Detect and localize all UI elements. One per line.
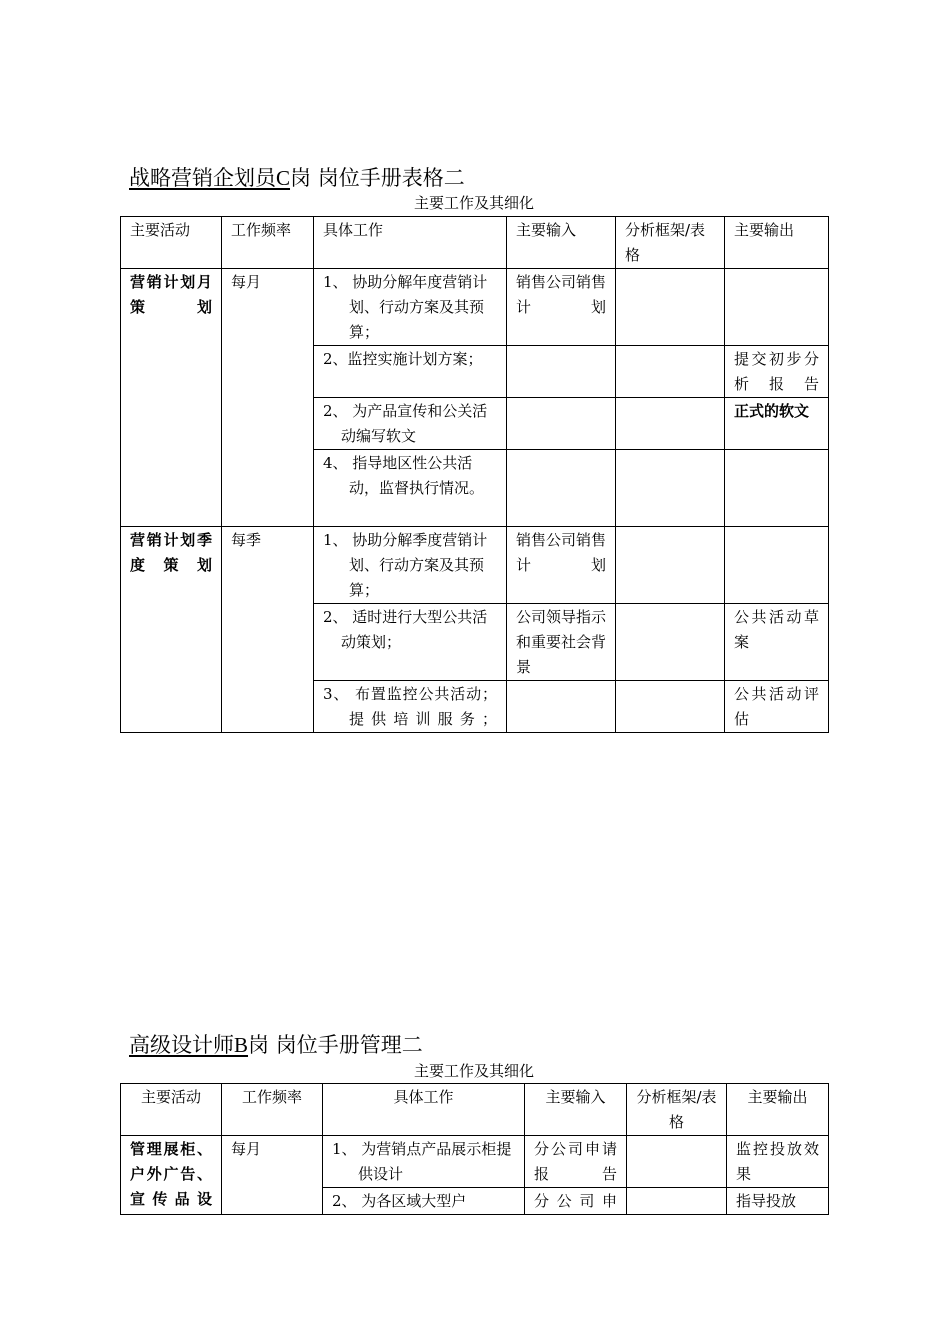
- table-header-row: [121, 217, 829, 269]
- output-cell: [725, 269, 829, 346]
- output-cell: [725, 527, 829, 604]
- task-cell: 4、 指导地区性公共活动，监督执行情况。: [314, 450, 507, 527]
- doc2-subtitle: 主要工作及其细化: [413, 1062, 534, 1080]
- activity-cell: 营销计划月策划: [121, 269, 222, 527]
- task-cell: 2、 适时进行大型公共活动策划；: [314, 604, 507, 681]
- header-input: 主要输入: [507, 217, 616, 269]
- doc2-table: [120, 1083, 829, 1215]
- table-row: [121, 527, 829, 604]
- doc1-subtitle: 主要工作及其细化: [413, 194, 534, 212]
- header-output: 主要输出: [725, 217, 829, 269]
- task-cell: 3、 布置监控公共活动；提供培训服务；: [314, 681, 507, 733]
- header-output: 主要输出: [727, 1084, 829, 1136]
- table-row: [121, 269, 829, 346]
- framework-cell: [616, 346, 725, 398]
- doc2-title-part-a: 高级设计师: [129, 1033, 234, 1057]
- output-cell: 监控投放效果: [727, 1136, 829, 1188]
- framework-cell: [627, 1188, 727, 1215]
- doc1-title-part-c: 岗 岗位手册表格二: [290, 166, 465, 190]
- task-cell: 1、 协助分解季度营销计划、行动方案及其预算；: [314, 527, 507, 604]
- framework-cell: [616, 398, 725, 450]
- header-framework: 分析框架/表格: [616, 217, 725, 269]
- framework-cell: [616, 604, 725, 681]
- output-cell: 公共活动评估: [725, 681, 829, 733]
- table-row: [121, 1136, 829, 1188]
- doc1-title-part-a: 战略营销企划员: [129, 166, 276, 190]
- task-cell: 1、 协助分解年度营销计划、行动方案及其预算；: [314, 269, 507, 346]
- input-cell: 分公司申: [525, 1188, 627, 1215]
- header-task: 具体工作: [323, 1084, 525, 1136]
- output-cell: 公共活动草案: [725, 604, 829, 681]
- activity-cell: 管理展柜、户外广告、宣传品设: [121, 1136, 222, 1215]
- frequency-cell: 每月: [222, 1136, 323, 1215]
- doc1-title-part-b: C: [276, 166, 291, 190]
- table-header-row: [121, 1084, 829, 1136]
- input-cell: 公司领导指示和重要社会背景: [507, 604, 616, 681]
- task-cell: 1、 为营销点产品展示柜提供设计: [323, 1136, 525, 1188]
- input-cell: 分公司申请报告: [525, 1136, 627, 1188]
- framework-cell: [627, 1136, 727, 1188]
- task-cell: 2、监控实施计划方案；: [314, 346, 507, 398]
- framework-cell: [616, 527, 725, 604]
- task-cell: 2、 为产品宣传和公关活动编写软文: [314, 398, 507, 450]
- header-activity: 主要活动: [121, 1084, 222, 1136]
- doc1-title: [129, 165, 465, 191]
- output-cell: 提交初步分析报告: [725, 346, 829, 398]
- input-cell: [507, 346, 616, 398]
- header-frequency: 工作频率: [222, 217, 314, 269]
- frequency-cell: 每月: [222, 269, 314, 527]
- input-cell: [507, 681, 616, 733]
- frequency-cell: 每季: [222, 527, 314, 733]
- framework-cell: [616, 681, 725, 733]
- doc2-title: [129, 1032, 423, 1058]
- header-framework: 分析框架/表格: [627, 1084, 727, 1136]
- input-cell: 销售公司销售计划: [507, 269, 616, 346]
- input-cell: [507, 398, 616, 450]
- output-cell: 指导投放: [727, 1188, 829, 1215]
- input-cell: [507, 450, 616, 527]
- doc1-table: [120, 216, 829, 733]
- output-cell: [725, 450, 829, 527]
- input-cell: 销售公司销售计划: [507, 527, 616, 604]
- doc2-title-part-b: B: [234, 1033, 249, 1057]
- task-cell: 2、 为各区域大型户: [323, 1188, 525, 1215]
- header-frequency: 工作频率: [222, 1084, 323, 1136]
- activity-cell: 营销计划季度策划: [121, 527, 222, 733]
- framework-cell: [616, 450, 725, 527]
- output-cell: 正式的软文: [725, 398, 829, 450]
- framework-cell: [616, 269, 725, 346]
- doc2-title-part-c: 岗 岗位手册管理二: [248, 1033, 423, 1057]
- header-activity: 主要活动: [121, 217, 222, 269]
- header-task: 具体工作: [314, 217, 507, 269]
- header-input: 主要输入: [525, 1084, 627, 1136]
